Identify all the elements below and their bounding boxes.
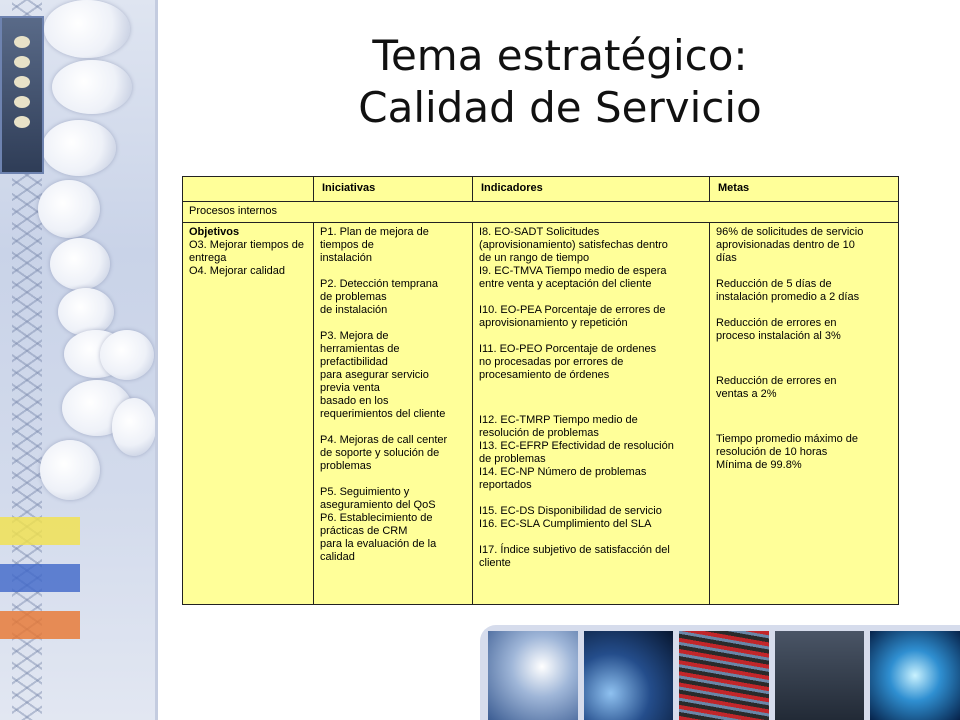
orange-stripe bbox=[0, 611, 80, 639]
title-line-1: Tema estratégico: bbox=[372, 31, 748, 80]
panel-divider bbox=[155, 0, 158, 720]
iniciativa-item: P2. Detección temprana de problemas de instalación bbox=[320, 278, 439, 316]
indicador-item: I11. EO-PEO Porcentaje de ordenes no procesadas por errores de procesamiento de órdenes bbox=[479, 343, 657, 381]
objetivo-item: O3. Mejorar tiempos de entrega bbox=[189, 239, 304, 264]
header-iniciativas: Iniciativas bbox=[314, 177, 473, 202]
objetivo-item: O4. Mejorar calidad bbox=[189, 265, 285, 277]
indicadores-cell bbox=[473, 223, 710, 605]
meta-item: Reducción de 5 días de instalación promedio a 2 días bbox=[716, 278, 860, 303]
iniciativa-item: P3. Mejora de herramientas de prefactibilidad para asegurar servicio previa venta basado en los requerimientos del cliente bbox=[320, 330, 446, 420]
dish-icon bbox=[100, 330, 154, 380]
dish-icon bbox=[44, 0, 130, 58]
dish-icon bbox=[112, 398, 155, 456]
header-indicadores: Indicadores bbox=[473, 177, 710, 202]
header-metas: Metas bbox=[710, 177, 899, 202]
objetivos-cell bbox=[183, 223, 314, 605]
server-rack-photo bbox=[775, 631, 865, 720]
satellite-earth-photo bbox=[584, 631, 674, 720]
satellite-dish-photo bbox=[488, 631, 578, 720]
indicador-item: I12. EC-TMRP Tiempo medio de resolución de problemas I13. EC-EFRP Efectividad de resolución de problemas I14. EC-NP Número de problemas reportados bbox=[479, 414, 674, 491]
dish-icon bbox=[50, 238, 110, 290]
iniciativas-cell bbox=[314, 223, 473, 605]
indicador-item: I8. EO-SADT Solicitudes (aprovisionamiento) satisfechas dentro de un rango de tiempo I9. EC-TMVA Tiempo medio de espera entre venta y aceptación del cliente bbox=[479, 226, 668, 290]
bottom-photo-strip bbox=[480, 625, 960, 720]
blue-stripe bbox=[0, 564, 80, 592]
network-cables-photo bbox=[679, 631, 769, 720]
slide-title bbox=[160, 30, 960, 134]
indicador-item: I15. EC-DS Disponibilidad de servicio I16. EC-SLA Cumplimiento del SLA bbox=[479, 505, 662, 530]
indicador-item: I10. EO-PEA Porcentaje de errores de aprovisionamiento y repetición bbox=[479, 304, 666, 329]
table-header-row bbox=[183, 177, 899, 202]
group-row bbox=[183, 202, 899, 223]
meta-item: Reducción de errores en ventas a 2% bbox=[716, 375, 837, 400]
objetivos-heading: Objetivos bbox=[189, 226, 240, 238]
dish-icon bbox=[40, 440, 100, 500]
title-line-2: Calidad de Servicio bbox=[358, 83, 762, 132]
dish-icon bbox=[58, 288, 114, 336]
iniciativa-item: P4. Mejoras de call center de soporte y solución de problemas bbox=[320, 434, 448, 472]
table-row bbox=[183, 223, 899, 605]
indicador-item: I17. Índice subjetivo de satisfacción del cliente bbox=[479, 544, 670, 569]
meta-item: Tiempo promedio máximo de resolución de 10 horas Mínima de 99.8% bbox=[716, 433, 859, 471]
antenna-tower-image bbox=[0, 0, 155, 720]
iniciativa-item: P5. Seguimiento y aseguramiento del QoS P6. Establecimiento de prácticas de CRM para la evaluación de la calidad bbox=[320, 486, 437, 563]
dish-icon bbox=[42, 120, 116, 176]
metas-cell bbox=[710, 223, 899, 605]
header-empty bbox=[183, 177, 314, 202]
meta-item: Reducción de errores en proceso instalación al 3% bbox=[716, 317, 841, 342]
iniciativa-item: P1. Plan de mejora de tiempos de instalación bbox=[320, 226, 429, 264]
meta-item: 96% de solicitudes de servicio aprovisionadas dentro de 10 días bbox=[716, 226, 864, 264]
tower-photo-inset bbox=[0, 16, 44, 174]
dish-icon bbox=[52, 60, 132, 114]
group-label: Procesos internos bbox=[183, 202, 899, 223]
strategy-table bbox=[182, 176, 899, 605]
dish-icon bbox=[38, 180, 100, 238]
yellow-stripe bbox=[0, 517, 80, 545]
fiber-optic-photo bbox=[870, 631, 960, 720]
